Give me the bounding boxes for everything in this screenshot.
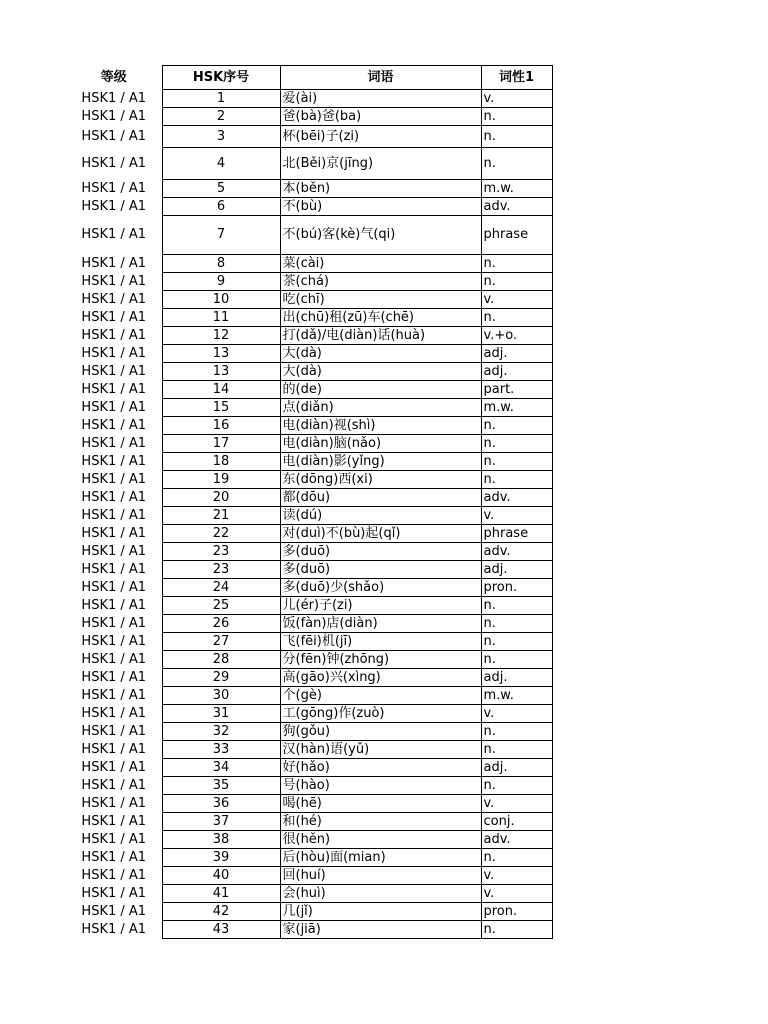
table-row xyxy=(66,507,552,525)
table-row xyxy=(66,903,552,921)
table-row xyxy=(66,813,552,831)
level-cell: HSK1 / A1 xyxy=(81,255,147,271)
level-cell: HSK1 / A1 xyxy=(81,155,147,171)
pos-cell: v. xyxy=(481,507,552,525)
hsk-number-cell: 29 xyxy=(162,669,280,687)
level-cell: HSK1 / A1 xyxy=(81,831,147,847)
pos-cell: n. xyxy=(481,148,552,180)
word-cell: 会(huì) xyxy=(280,885,481,903)
pos-cell: n. xyxy=(481,435,552,453)
pos-cell: n. xyxy=(481,633,552,651)
level-cell: HSK1 / A1 xyxy=(81,227,147,242)
pos-cell: n. xyxy=(481,723,552,741)
hsk-number-cell: 7 xyxy=(162,216,280,255)
word-cell: 点(diǎn) xyxy=(280,399,481,417)
hsk-number-cell: 41 xyxy=(162,885,280,903)
level-cell: HSK1 / A1 xyxy=(81,489,147,505)
hsk-number-cell: 20 xyxy=(162,489,280,507)
hsk-number-cell: 39 xyxy=(162,849,280,867)
table-row xyxy=(66,198,552,216)
word-cell: 家(jiā) xyxy=(280,921,481,939)
table-row xyxy=(66,849,552,867)
table-row xyxy=(66,417,552,435)
hsk-number-cell: 21 xyxy=(162,507,280,525)
level-cell: HSK1 / A1 xyxy=(81,525,147,541)
hsk-number-cell: 42 xyxy=(162,903,280,921)
level-cell: HSK1 / A1 xyxy=(81,867,147,883)
table-row xyxy=(66,216,552,255)
word-cell: 几(jǐ) xyxy=(280,903,481,921)
level-cell: HSK1 / A1 xyxy=(81,327,147,343)
level-cell: HSK1 / A1 xyxy=(81,561,147,577)
pos-cell: m.w. xyxy=(481,399,552,417)
level-cell: HSK1 / A1 xyxy=(81,669,147,685)
table-row xyxy=(66,489,552,507)
table-row xyxy=(66,669,552,687)
pos-cell: phrase xyxy=(481,525,552,543)
pos-cell: v. xyxy=(481,291,552,309)
level-cell: HSK1 / A1 xyxy=(81,687,147,703)
table-row xyxy=(66,148,552,180)
table-row xyxy=(66,471,552,489)
level-cell: HSK1 / A1 xyxy=(81,633,147,649)
hsk-number-cell: 30 xyxy=(162,687,280,705)
level-cell: HSK1 / A1 xyxy=(81,471,147,487)
hsk-number-cell: 23 xyxy=(162,543,280,561)
table-row xyxy=(66,759,552,777)
word-cell: 茶(chá) xyxy=(280,273,481,291)
hsk-number-cell: 4 xyxy=(162,148,280,180)
table-row xyxy=(66,723,552,741)
table-row xyxy=(66,381,552,399)
word-cell: 号(hào) xyxy=(280,777,481,795)
word-cell: 个(gè) xyxy=(280,687,481,705)
table-row xyxy=(66,777,552,795)
table-row xyxy=(66,126,552,148)
word-cell: 和(hé) xyxy=(280,813,481,831)
hsk-number-cell: 31 xyxy=(162,705,280,723)
level-cell: HSK1 / A1 xyxy=(81,705,147,721)
word-cell: 菜(cài) xyxy=(280,255,481,273)
word-cell: 饭(fàn)店(diàn) xyxy=(280,615,481,633)
hsk-number-cell: 35 xyxy=(162,777,280,795)
table-row xyxy=(66,108,552,126)
word-cell: 北(Běi)京(jīng) xyxy=(280,148,481,180)
pos-cell: n. xyxy=(481,597,552,615)
level-cell: HSK1 / A1 xyxy=(81,741,147,757)
pos-cell: phrase xyxy=(481,216,552,255)
word-cell: 杯(bēi)子(zi) xyxy=(280,126,481,148)
hsk-number-cell: 43 xyxy=(162,921,280,939)
level-cell: HSK1 / A1 xyxy=(81,777,147,793)
hsk-number-cell: 34 xyxy=(162,759,280,777)
table-row xyxy=(66,885,552,903)
level-cell: HSK1 / A1 xyxy=(81,399,147,415)
hsk-number-cell: 3 xyxy=(162,126,280,148)
table-row xyxy=(66,345,552,363)
table-row xyxy=(66,525,552,543)
table-row xyxy=(66,597,552,615)
hsk-number-cell: 28 xyxy=(162,651,280,669)
hsk-number-cell: 25 xyxy=(162,597,280,615)
hsk-number-cell: 8 xyxy=(162,255,280,273)
pos-cell: n. xyxy=(481,741,552,759)
table-row xyxy=(66,795,552,813)
pos-cell: n. xyxy=(481,309,552,327)
level-cell: HSK1 / A1 xyxy=(81,291,147,307)
pos-cell: v.+o. xyxy=(481,327,552,345)
pos-cell: n. xyxy=(481,471,552,489)
hsk-number-cell: 27 xyxy=(162,633,280,651)
word-cell: 电(diàn)视(shì) xyxy=(280,417,481,435)
pos-cell: v. xyxy=(481,795,552,813)
word-cell: 读(dú) xyxy=(280,507,481,525)
table-row xyxy=(66,867,552,885)
word-cell: 飞(fēi)机(jī) xyxy=(280,633,481,651)
level-cell: HSK1 / A1 xyxy=(81,198,147,214)
hsk-number-cell: 22 xyxy=(162,525,280,543)
table-row xyxy=(66,561,552,579)
hsk-number-cell: 24 xyxy=(162,579,280,597)
pos-cell: adj. xyxy=(481,561,552,579)
pos-cell: part. xyxy=(481,381,552,399)
pos-cell: n. xyxy=(481,108,552,126)
level-cell: HSK1 / A1 xyxy=(81,849,147,865)
pos-cell: n. xyxy=(481,273,552,291)
table-row xyxy=(66,399,552,417)
header-level: 等级 xyxy=(100,69,127,85)
pos-cell: adj. xyxy=(481,363,552,381)
word-cell: 工(gōng)作(zuò) xyxy=(280,705,481,723)
pos-cell: n. xyxy=(481,126,552,148)
pos-cell: v. xyxy=(481,885,552,903)
pos-cell: pron. xyxy=(481,903,552,921)
pos-cell: n. xyxy=(481,255,552,273)
table-row xyxy=(66,705,552,723)
pos-cell: n. xyxy=(481,921,552,939)
pos-cell: pron. xyxy=(481,579,552,597)
table-row xyxy=(66,327,552,345)
word-cell: 本(běn) xyxy=(280,180,481,198)
word-cell: 好(hǎo) xyxy=(280,759,481,777)
word-cell: 多(duō) xyxy=(280,561,481,579)
pos-cell: n. xyxy=(481,417,552,435)
hsk-number-cell: 33 xyxy=(162,741,280,759)
hsk-number-cell: 12 xyxy=(162,327,280,345)
word-cell: 狗(gǒu) xyxy=(280,723,481,741)
word-cell: 都(dōu) xyxy=(280,489,481,507)
pos-cell: adv. xyxy=(481,543,552,561)
level-cell: HSK1 / A1 xyxy=(81,885,147,901)
hsk-number-cell: 11 xyxy=(162,309,280,327)
level-cell: HSK1 / A1 xyxy=(81,651,147,667)
level-cell: HSK1 / A1 xyxy=(81,435,147,451)
table-body xyxy=(66,90,552,939)
word-cell: 电(diàn)影(yǐng) xyxy=(280,453,481,471)
word-cell: 电(diàn)脑(nǎo) xyxy=(280,435,481,453)
pos-cell: n. xyxy=(481,849,552,867)
word-cell: 喝(hē) xyxy=(280,795,481,813)
word-cell: 多(duō)少(shǎo) xyxy=(280,579,481,597)
table-row xyxy=(66,615,552,633)
word-cell: 出(chū)租(zū)车(chē) xyxy=(280,309,481,327)
pos-cell: adj. xyxy=(481,669,552,687)
pos-cell: conj. xyxy=(481,813,552,831)
pos-cell: adv. xyxy=(481,831,552,849)
hsk-number-cell: 5 xyxy=(162,180,280,198)
level-cell: HSK1 / A1 xyxy=(81,507,147,523)
pos-cell: v. xyxy=(481,90,552,108)
hsk-number-cell: 6 xyxy=(162,198,280,216)
pos-cell: adj. xyxy=(481,345,552,363)
level-cell: HSK1 / A1 xyxy=(81,381,147,397)
level-cell: HSK1 / A1 xyxy=(81,579,147,595)
hsk-number-cell: 10 xyxy=(162,291,280,309)
table-row xyxy=(66,309,552,327)
word-cell: 吃(chī) xyxy=(280,291,481,309)
hsk-number-cell: 13 xyxy=(162,345,280,363)
level-cell: HSK1 / A1 xyxy=(81,417,147,433)
pos-cell: m.w. xyxy=(481,180,552,198)
level-cell: HSK1 / A1 xyxy=(81,921,147,937)
hsk-number-cell: 23 xyxy=(162,561,280,579)
pos-cell: n. xyxy=(481,651,552,669)
table-row xyxy=(66,363,552,381)
word-cell: 儿(ér)子(zi) xyxy=(280,597,481,615)
level-cell: HSK1 / A1 xyxy=(81,363,147,379)
word-cell: 不(bù) xyxy=(280,198,481,216)
pos-cell: adv. xyxy=(481,489,552,507)
level-cell: HSK1 / A1 xyxy=(81,615,147,631)
level-cell: HSK1 / A1 xyxy=(81,309,147,325)
hsk-number-cell: 40 xyxy=(162,867,280,885)
pos-cell: n. xyxy=(481,453,552,471)
word-cell: 高(gāo)兴(xìng) xyxy=(280,669,481,687)
word-cell: 大(dà) xyxy=(280,363,481,381)
header-pos: 词性1 xyxy=(481,66,552,90)
level-cell: HSK1 / A1 xyxy=(81,597,147,613)
header-word: 词语 xyxy=(280,66,481,90)
table-row xyxy=(66,831,552,849)
word-cell: 回(huí) xyxy=(280,867,481,885)
hsk-number-cell: 36 xyxy=(162,795,280,813)
table-row xyxy=(66,180,552,198)
level-cell: HSK1 / A1 xyxy=(81,813,147,829)
table-row xyxy=(66,579,552,597)
pos-cell: n. xyxy=(481,777,552,795)
vocabulary-table xyxy=(66,65,553,939)
word-cell: 对(duì)不(bù)起(qǐ) xyxy=(280,525,481,543)
table-row xyxy=(66,543,552,561)
hsk-number-cell: 15 xyxy=(162,399,280,417)
table-row xyxy=(66,90,552,108)
hsk-number-cell: 19 xyxy=(162,471,280,489)
hsk-number-cell: 16 xyxy=(162,417,280,435)
table-row xyxy=(66,741,552,759)
level-cell: HSK1 / A1 xyxy=(81,345,147,361)
level-cell: HSK1 / A1 xyxy=(81,903,147,919)
hsk-number-cell: 1 xyxy=(162,90,280,108)
level-cell: HSK1 / A1 xyxy=(81,543,147,559)
hsk-number-cell: 2 xyxy=(162,108,280,126)
hsk-number-cell: 9 xyxy=(162,273,280,291)
table-row xyxy=(66,273,552,291)
pos-cell: adj. xyxy=(481,759,552,777)
header-row xyxy=(66,66,552,90)
word-cell: 很(hěn) xyxy=(280,831,481,849)
pos-cell: m.w. xyxy=(481,687,552,705)
word-cell: 分(fēn)钟(zhōng) xyxy=(280,651,481,669)
table-row xyxy=(66,921,552,939)
hsk-number-cell: 14 xyxy=(162,381,280,399)
table-row xyxy=(66,633,552,651)
word-cell: 爸(bà)爸(ba) xyxy=(280,108,481,126)
table-row xyxy=(66,453,552,471)
word-cell: 后(hòu)面(mian) xyxy=(280,849,481,867)
level-cell: HSK1 / A1 xyxy=(81,180,147,196)
pos-cell: v. xyxy=(481,705,552,723)
word-cell: 打(dǎ)/电(diàn)话(huà) xyxy=(280,327,481,345)
table-row xyxy=(66,291,552,309)
level-cell: HSK1 / A1 xyxy=(81,759,147,775)
table-row xyxy=(66,651,552,669)
level-cell: HSK1 / A1 xyxy=(81,453,147,469)
word-cell: 东(dōng)西(xi) xyxy=(280,471,481,489)
word-cell: 汉(hàn)语(yǔ) xyxy=(280,741,481,759)
level-cell: HSK1 / A1 xyxy=(81,723,147,739)
pos-cell: n. xyxy=(481,615,552,633)
level-cell: HSK1 / A1 xyxy=(81,108,147,124)
table-row xyxy=(66,435,552,453)
word-cell: 的(de) xyxy=(280,381,481,399)
hsk-number-cell: 37 xyxy=(162,813,280,831)
hsk-number-cell: 18 xyxy=(162,453,280,471)
level-cell: HSK1 / A1 xyxy=(81,795,147,811)
level-cell: HSK1 / A1 xyxy=(81,90,147,106)
pos-cell: adv. xyxy=(481,198,552,216)
level-cell: HSK1 / A1 xyxy=(81,273,147,289)
hsk-number-cell: 26 xyxy=(162,615,280,633)
word-cell: 不(bú)客(kè)气(qi) xyxy=(280,216,481,255)
hsk-number-cell: 17 xyxy=(162,435,280,453)
header-hsk-number: HSK序号 xyxy=(162,66,280,90)
hsk-number-cell: 38 xyxy=(162,831,280,849)
table-row xyxy=(66,255,552,273)
table-row xyxy=(66,687,552,705)
hsk-number-cell: 32 xyxy=(162,723,280,741)
word-cell: 多(duō) xyxy=(280,543,481,561)
word-cell: 大(dà) xyxy=(280,345,481,363)
hsk-number-cell: 13 xyxy=(162,363,280,381)
level-cell: HSK1 / A1 xyxy=(81,128,147,144)
word-cell: 爱(ài) xyxy=(280,90,481,108)
pos-cell: v. xyxy=(481,867,552,885)
